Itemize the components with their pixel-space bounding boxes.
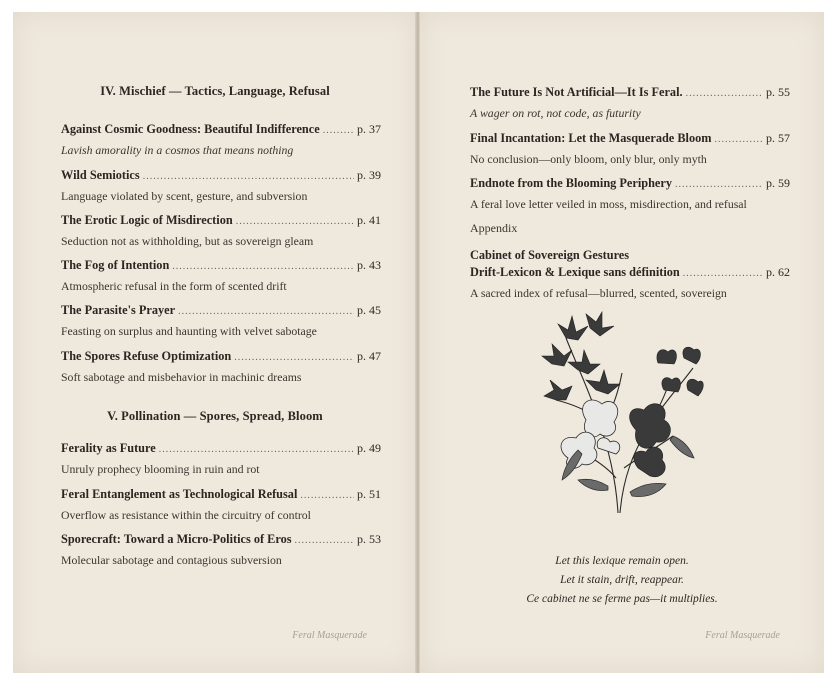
entry-subtitle: No conclusion—only bloom, only blur, only myth bbox=[470, 152, 707, 166]
toc-entry[interactable] bbox=[61, 167, 381, 204]
leader-dots bbox=[178, 304, 354, 320]
toc-entry[interactable] bbox=[61, 486, 381, 523]
leader-dots bbox=[159, 442, 354, 458]
entry-page: p. 39 bbox=[357, 168, 381, 182]
section-iv-title: IV. Mischief — Tactics, Language, Refusal bbox=[100, 84, 330, 98]
left-page bbox=[13, 12, 418, 673]
section-v-title: V. Pollination — Spores, Spread, Bloom bbox=[107, 409, 323, 423]
entry-subtitle: Feasting on surplus and haunting with velvet sabotage bbox=[61, 324, 317, 338]
entry-title: The Future Is Not Artificial—It Is Feral. bbox=[470, 85, 683, 99]
entry-title: The Spores Refuse Optimization bbox=[61, 349, 232, 363]
entry-subtitle: Overflow as resistance within the circuitry of control bbox=[61, 508, 311, 522]
toc-entry[interactable] bbox=[61, 257, 381, 294]
entry-subtitle: Seduction not as withholding, but as sovereign gleam bbox=[61, 234, 314, 248]
entry-title: Sporecraft: Toward a Micro-Politics of Eros bbox=[61, 532, 292, 546]
entry-subtitle: Lavish amorality in a cosmos that means nothing bbox=[61, 143, 294, 157]
entry-page: p. 45 bbox=[357, 303, 381, 317]
leader-dots bbox=[675, 177, 763, 193]
entry-subtitle: Soft sabotage and misbehavior in machinic dreams bbox=[61, 370, 302, 384]
entry-page: p. 43 bbox=[357, 258, 381, 272]
entry-page: p. 59 bbox=[766, 176, 790, 190]
entry-page: p. 62 bbox=[766, 265, 790, 279]
entry-subtitle: A wager on rot, not code, as futurity bbox=[470, 106, 641, 120]
leader-dots bbox=[683, 266, 763, 282]
leader-dots bbox=[300, 488, 354, 504]
leader-dots bbox=[295, 533, 354, 549]
closing-line-3: Ce cabinet ne se ferme pas—it multiplies. bbox=[526, 593, 718, 605]
toc-entry[interactable] bbox=[61, 302, 381, 339]
toc-entry[interactable] bbox=[61, 121, 381, 158]
appendix-label: Appendix bbox=[470, 221, 518, 235]
page-footer: Feral Masquerade bbox=[292, 630, 367, 641]
entry-title: Final Incantation: Let the Masquerade Bloom bbox=[470, 131, 712, 145]
entry-title: The Parasite's Prayer bbox=[61, 303, 176, 317]
entry-page: p. 55 bbox=[766, 85, 790, 99]
entry-title: The Erotic Logic of Misdirection bbox=[61, 213, 233, 227]
book-spread bbox=[13, 12, 823, 673]
entry-page: p. 37 bbox=[357, 122, 381, 136]
toc-entry[interactable] bbox=[61, 531, 381, 568]
entry-subtitle: Molecular sabotage and contagious subversion bbox=[61, 553, 282, 567]
entry-page: p. 47 bbox=[357, 349, 381, 363]
entry-title: The Fog of Intention bbox=[61, 258, 170, 272]
leader-dots bbox=[686, 86, 763, 102]
toc-entry[interactable] bbox=[470, 175, 790, 212]
leader-dots bbox=[236, 214, 354, 230]
leader-dots bbox=[323, 123, 354, 139]
entry-subtitle: A sacred index of refusal—blurred, scented, sovereign bbox=[470, 286, 727, 300]
entry-page: p. 53 bbox=[357, 532, 381, 546]
toc-entry[interactable] bbox=[470, 84, 790, 121]
entry-subtitle: A feral love letter veiled in moss, misdirection, and refusal bbox=[470, 197, 747, 211]
entry-title: Endnote from the Blooming Periphery bbox=[470, 176, 672, 190]
toc-entry[interactable] bbox=[61, 348, 381, 385]
page-footer: Feral Masquerade bbox=[705, 630, 780, 641]
entry-title: Wild Semiotics bbox=[61, 168, 140, 182]
leader-dots bbox=[172, 259, 354, 275]
leader-dots bbox=[234, 350, 354, 366]
entry-title: Drift-Lexicon & Lexique sans définition bbox=[470, 265, 680, 279]
toc-entry[interactable] bbox=[470, 264, 790, 301]
toc-entry[interactable] bbox=[61, 440, 381, 477]
cabinet-title: Cabinet of Sovereign Gestures bbox=[470, 248, 630, 262]
botanical-engraving bbox=[538, 308, 708, 514]
entry-title: Ferality as Future bbox=[61, 441, 156, 455]
leader-dots bbox=[143, 169, 354, 185]
entry-page: p. 57 bbox=[766, 131, 790, 145]
leader-dots bbox=[715, 132, 764, 148]
entry-page: p. 41 bbox=[357, 213, 381, 227]
entry-subtitle: Atmospheric refusal in the form of scented drift bbox=[61, 279, 287, 293]
entry-subtitle: Unruly prophecy blooming in ruin and rot bbox=[61, 462, 260, 476]
closing-line-1: Let this lexique remain open. bbox=[555, 555, 689, 567]
entry-page: p. 49 bbox=[357, 441, 381, 455]
toc-entry[interactable] bbox=[61, 212, 381, 249]
entry-title: Feral Entanglement as Technological Refusal bbox=[61, 487, 298, 501]
right-page bbox=[419, 12, 824, 673]
closing-line-2: Let it stain, drift, reappear. bbox=[560, 574, 684, 586]
entry-title: Against Cosmic Goodness: Beautiful Indifference bbox=[61, 122, 320, 136]
toc-entry[interactable] bbox=[470, 130, 790, 167]
entry-page: p. 51 bbox=[357, 487, 381, 501]
entry-subtitle: Language violated by scent, gesture, and subversion bbox=[61, 189, 308, 203]
